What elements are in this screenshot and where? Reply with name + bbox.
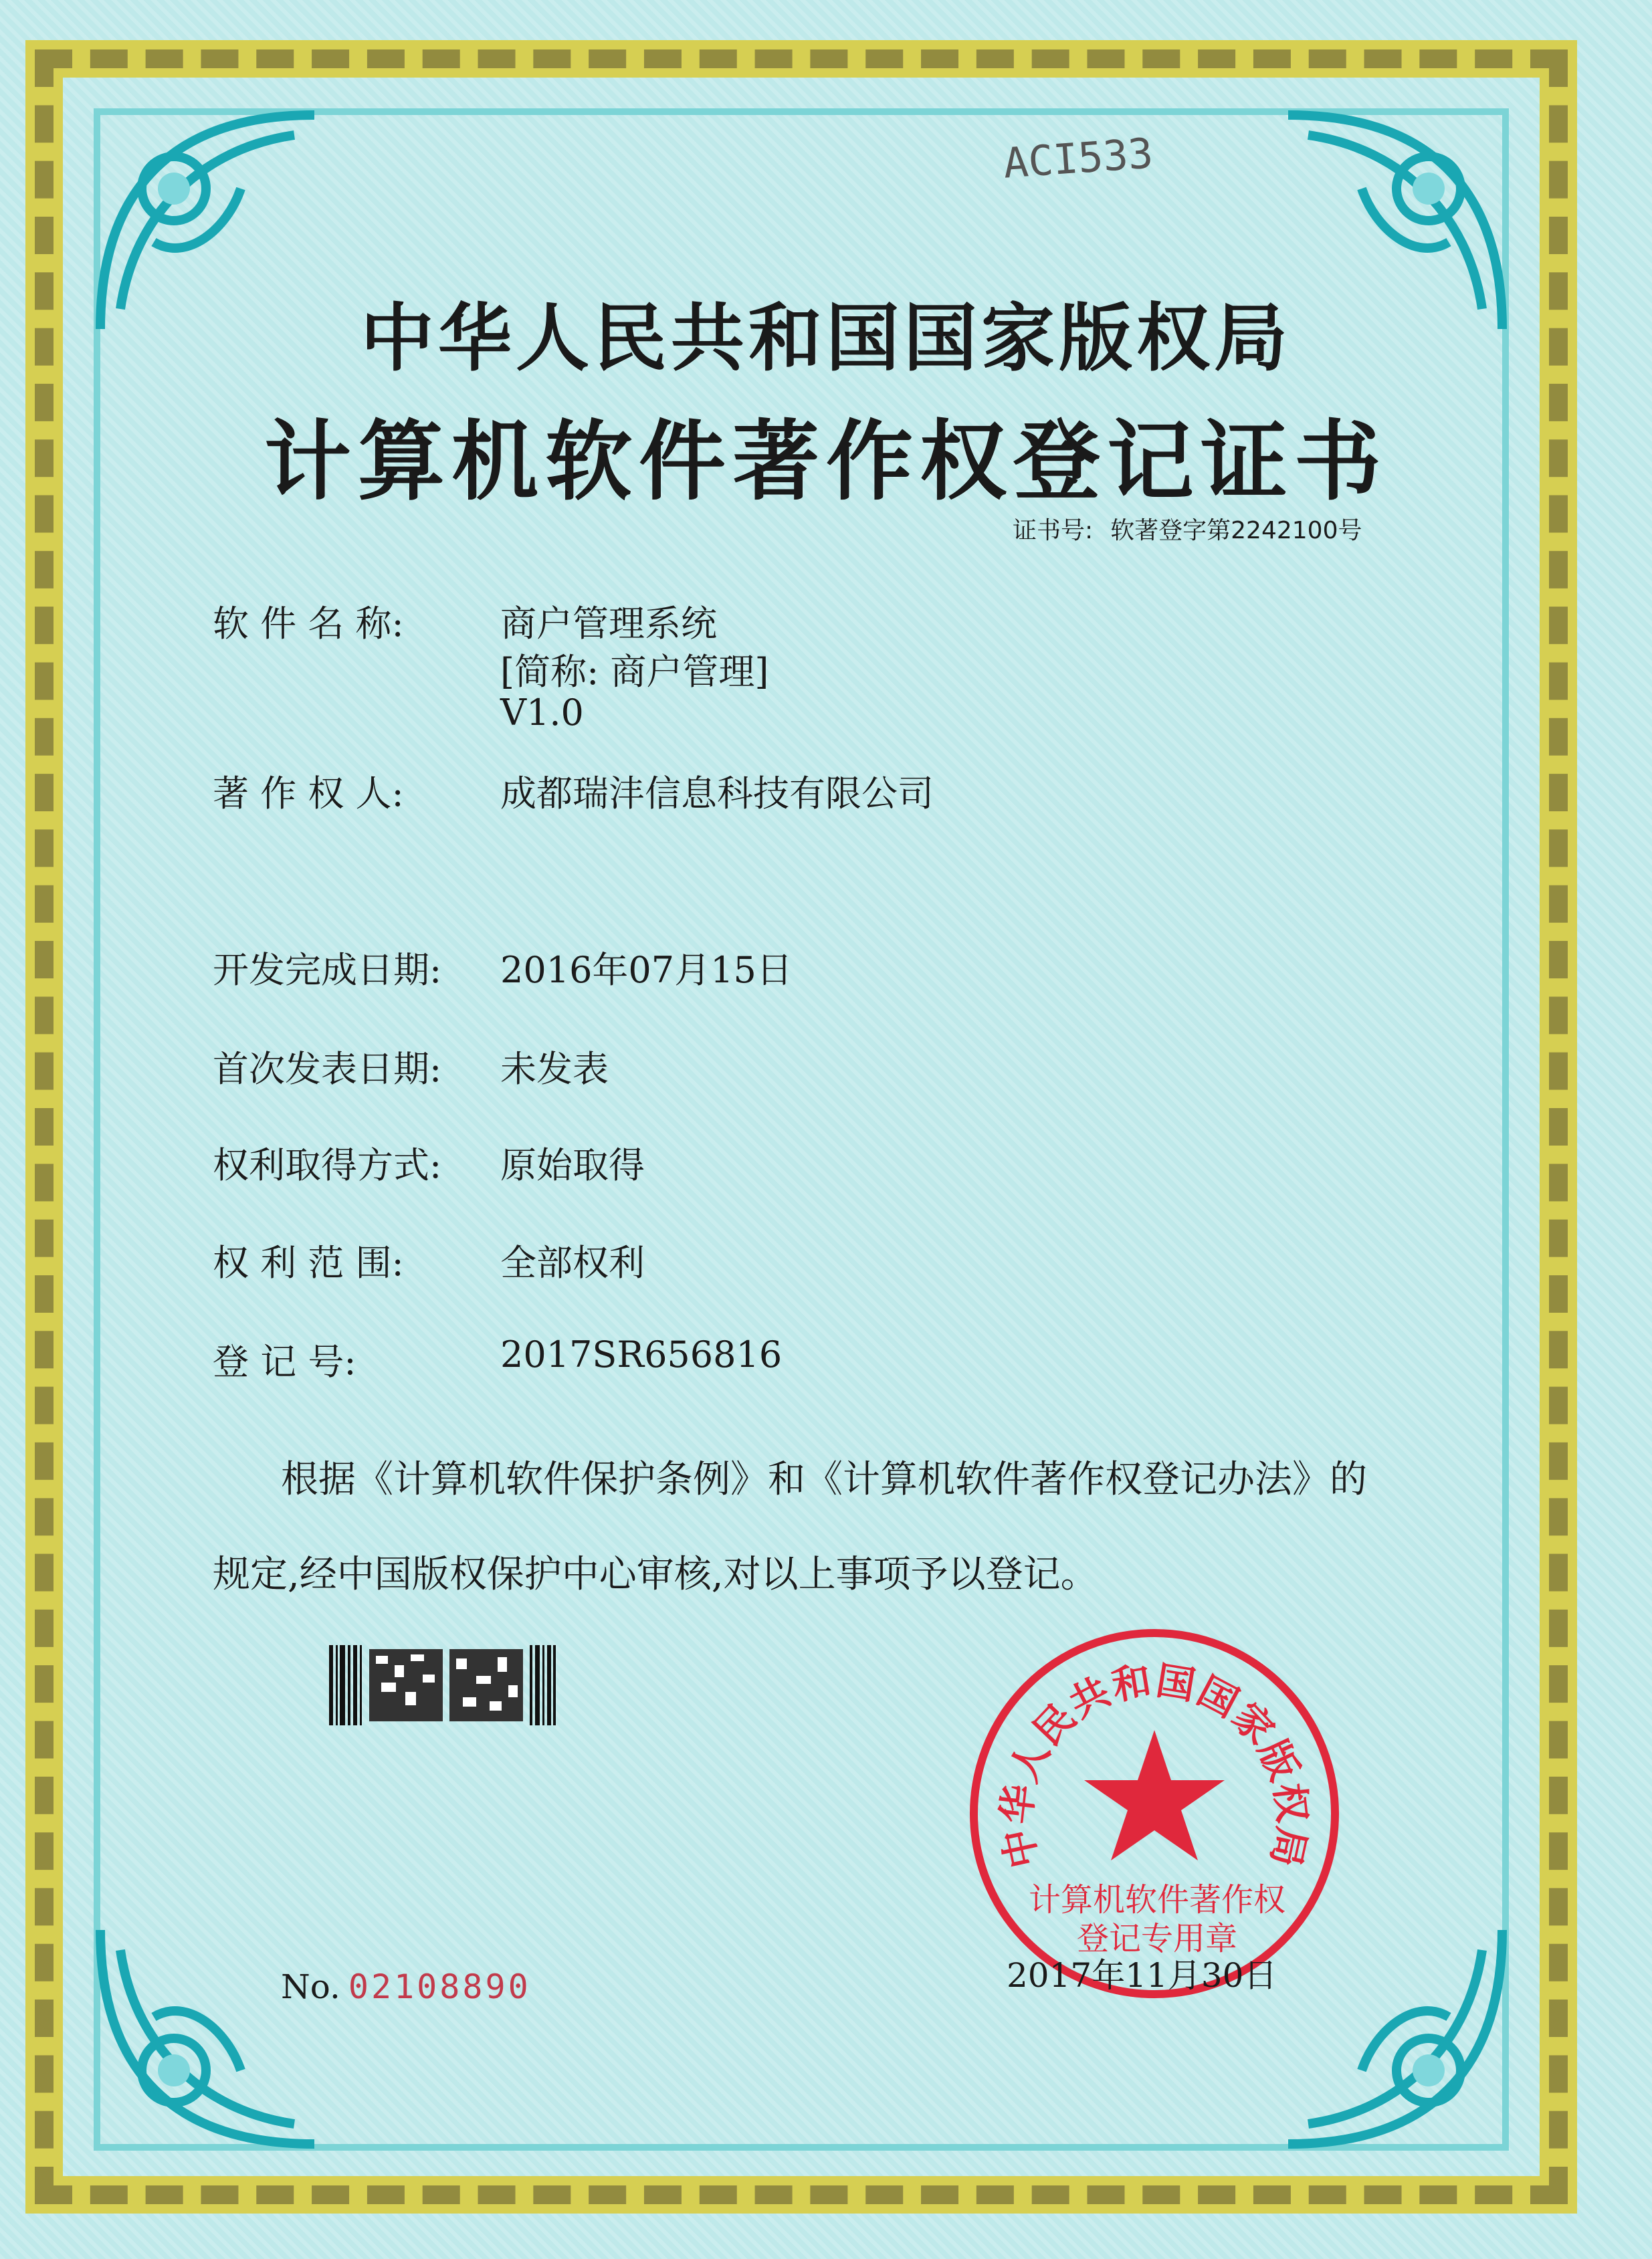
issuer-title: 中华人民共和国国家版权局 bbox=[360, 296, 1292, 381]
certificate-title: 计算机软件著作权登记证书 bbox=[264, 410, 1388, 512]
field-value: 成都瑞沣信息科技有限公司 bbox=[500, 772, 934, 815]
seal-star-icon bbox=[1084, 1730, 1225, 1860]
field-label: 开发完成日期: bbox=[213, 949, 442, 991]
corner-ornament-bottom-left bbox=[94, 1923, 321, 2151]
field-label: 著 作 权 人: bbox=[213, 772, 404, 815]
field-value: 未发表 bbox=[500, 1048, 609, 1090]
field-software-name bbox=[213, 595, 717, 647]
field-copyright-owner bbox=[213, 765, 934, 817]
field-label: 首次发表日期: bbox=[213, 1048, 442, 1090]
serial-value: 02108890 bbox=[348, 1967, 531, 2006]
serial-label: No. bbox=[281, 1967, 340, 2006]
field-acquisition-method bbox=[213, 1137, 645, 1188]
barcode bbox=[329, 1645, 556, 1725]
field-label: 登 记 号: bbox=[213, 1341, 356, 1383]
statement-line-2: 规定,经中国版权保护中心审核,对以上事项予以登记。 bbox=[213, 1553, 1098, 1596]
field-label: 权 利 范 围: bbox=[213, 1242, 404, 1284]
field-value: 2017SR656816 bbox=[500, 1333, 783, 1376]
serial-number bbox=[281, 1967, 531, 2006]
field-label: 权利取得方式: bbox=[213, 1144, 442, 1186]
handwritten-note: ACI533 bbox=[1001, 128, 1155, 188]
certificate-number-value: 软著登字第2242100号 bbox=[1110, 517, 1362, 544]
field-value: 原始取得 bbox=[500, 1144, 645, 1186]
field-value: 商户管理系统 bbox=[500, 603, 717, 645]
field-value: 全部权利 bbox=[500, 1242, 645, 1284]
seal-text-line-2: 登记专用章 bbox=[1076, 1920, 1237, 1957]
field-label: 软 件 名 称: bbox=[213, 603, 404, 645]
certificate-number-label: 证书号: bbox=[1013, 517, 1094, 544]
field-first-publication-date bbox=[213, 1041, 609, 1092]
field-value: 2016年07月15日 bbox=[500, 949, 793, 991]
software-abbreviation: [简称: 商户管理] bbox=[500, 651, 769, 693]
statement-line-1: 根据《计算机软件保护条例》和《计算机软件著作权登记办法》的 bbox=[281, 1458, 1367, 1501]
field-scope-of-rights bbox=[213, 1234, 645, 1286]
field-completion-date bbox=[213, 942, 793, 993]
seal-ring-text: 中华人民共和国国家版权局 bbox=[993, 1657, 1316, 1872]
certificate-number bbox=[1013, 512, 1379, 546]
field-registration-number bbox=[213, 1333, 783, 1385]
seal-text-line-1: 计算机软件著作权 bbox=[1028, 1881, 1285, 1919]
software-version: V1.0 bbox=[500, 691, 584, 734]
issue-date: 2017年11月30日 bbox=[1007, 1956, 1277, 1995]
